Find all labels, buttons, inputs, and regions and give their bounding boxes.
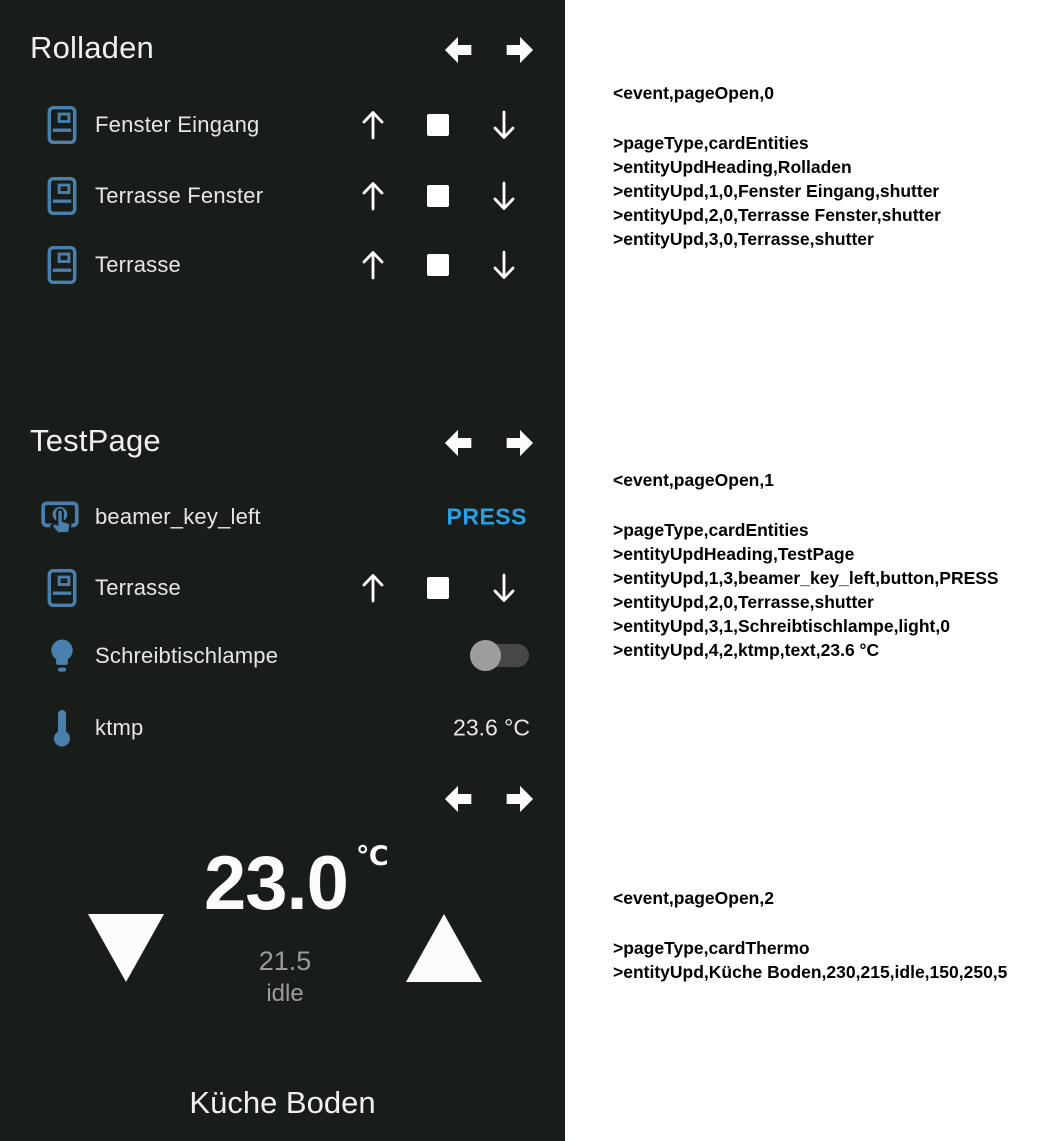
arrow-right-bold-icon bbox=[498, 423, 542, 463]
arrow-right-bold-icon bbox=[498, 30, 542, 70]
entity-label: Terrasse bbox=[95, 252, 181, 277]
entity-row bbox=[0, 632, 565, 680]
target-temperature: 21.5 bbox=[258, 946, 312, 976]
page-title: Rolladen bbox=[30, 30, 154, 65]
arrow-down-icon bbox=[488, 247, 520, 283]
shutter-up-button[interactable] bbox=[357, 570, 389, 606]
entity-row bbox=[0, 101, 565, 149]
sensor-value: 23.6 °C bbox=[453, 714, 530, 741]
shutter-down-button[interactable] bbox=[488, 107, 520, 143]
nav-prev-button[interactable] bbox=[436, 423, 480, 463]
current-temperature: 23.0 bbox=[204, 841, 348, 926]
shutter-down-button[interactable] bbox=[488, 247, 520, 283]
page-title: TestPage bbox=[30, 423, 161, 458]
entity-label: Schreibtischlampe bbox=[95, 643, 279, 668]
log-line: <event,pageOpen,1 bbox=[613, 470, 774, 490]
temp-down-button[interactable] bbox=[87, 913, 165, 983]
log-line: >entityUpd,1,0,Fenster Eingang,shutter bbox=[613, 181, 940, 201]
shutter-stop-button[interactable] bbox=[427, 254, 449, 276]
thermostat-title: Küche Boden bbox=[189, 1085, 376, 1120]
arrow-up-icon bbox=[357, 107, 389, 143]
arrow-up-icon bbox=[357, 178, 389, 214]
lightbulb-icon bbox=[46, 637, 78, 677]
shutter-stop-button[interactable] bbox=[427, 114, 449, 136]
arrow-down-icon bbox=[488, 570, 520, 606]
toggle-knob bbox=[470, 640, 501, 671]
shutter-down-button[interactable] bbox=[488, 570, 520, 606]
entity-row bbox=[0, 704, 565, 752]
entity-row bbox=[0, 493, 565, 541]
entity-label: Terrasse bbox=[95, 575, 181, 600]
log-line: >entityUpd,2,0,Terrasse Fenster,shutter bbox=[613, 205, 941, 225]
log-line: >pageType,cardEntities bbox=[613, 520, 809, 540]
temp-up-button[interactable] bbox=[405, 913, 483, 983]
log-line: >entityUpd,3,0,Terrasse,shutter bbox=[613, 229, 874, 249]
window-shutter-icon bbox=[47, 176, 77, 216]
entity-row bbox=[0, 241, 565, 289]
log-line: >entityUpd,Küche Boden,230,215,idle,150,250,5 bbox=[613, 962, 1008, 982]
shutter-up-button[interactable] bbox=[357, 107, 389, 143]
log-block-page1 bbox=[613, 468, 999, 662]
log-line: >entityUpd,3,1,Schreibtischlampe,light,0 bbox=[613, 616, 950, 636]
triangle-up-icon bbox=[405, 913, 483, 983]
arrow-down-icon bbox=[488, 178, 520, 214]
nav-next-button[interactable] bbox=[498, 779, 542, 819]
thermometer-icon bbox=[51, 708, 73, 748]
window-shutter-icon bbox=[47, 568, 77, 608]
log-line: >entityUpd,4,2,ktmp,text,23.6 °C bbox=[613, 640, 880, 660]
entity-label: Terrasse Fenster bbox=[95, 183, 264, 208]
arrow-down-icon bbox=[488, 107, 520, 143]
log-line: >entityUpdHeading,Rolladen bbox=[613, 157, 852, 177]
log-line: >entityUpd,2,0,Terrasse,shutter bbox=[613, 592, 874, 612]
press-button[interactable]: PRESS bbox=[446, 503, 527, 530]
log-line: >entityUpd,1,3,beamer_key_left,button,PRESS bbox=[613, 568, 999, 588]
entity-row bbox=[0, 172, 565, 220]
entity-label: ktmp bbox=[95, 715, 144, 740]
log-line: >pageType,cardThermo bbox=[613, 938, 810, 958]
gesture-tap-button-icon bbox=[40, 499, 82, 537]
log-line: >entityUpdHeading,TestPage bbox=[613, 544, 855, 564]
arrow-left-bold-icon bbox=[436, 30, 480, 70]
entity-row bbox=[0, 564, 565, 612]
window-shutter-icon bbox=[47, 105, 77, 145]
nav-next-button[interactable] bbox=[498, 423, 542, 463]
arrow-up-icon bbox=[357, 247, 389, 283]
shutter-up-button[interactable] bbox=[357, 247, 389, 283]
window-shutter-icon bbox=[47, 245, 77, 285]
nav-next-button[interactable] bbox=[498, 30, 542, 70]
entity-label: beamer_key_left bbox=[95, 504, 261, 529]
log-line: <event,pageOpen,2 bbox=[613, 888, 774, 908]
log-line: >pageType,cardEntities bbox=[613, 133, 809, 153]
entity-label: Fenster Eingang bbox=[95, 112, 260, 137]
triangle-down-icon bbox=[87, 913, 165, 983]
log-block-page2 bbox=[613, 886, 1007, 984]
log-line: <event,pageOpen,0 bbox=[613, 83, 774, 103]
shutter-up-button[interactable] bbox=[357, 178, 389, 214]
shutter-stop-button[interactable] bbox=[427, 185, 449, 207]
shutter-stop-button[interactable] bbox=[427, 577, 449, 599]
arrow-left-bold-icon bbox=[436, 779, 480, 819]
nav-prev-button[interactable] bbox=[436, 30, 480, 70]
arrow-up-icon bbox=[357, 570, 389, 606]
arrow-right-bold-icon bbox=[498, 779, 542, 819]
light-toggle[interactable] bbox=[471, 640, 529, 672]
log-block-page0 bbox=[613, 81, 941, 251]
shutter-down-button[interactable] bbox=[488, 178, 520, 214]
hvac-state: idle bbox=[266, 980, 304, 1007]
temperature-unit: ℃ bbox=[356, 841, 389, 871]
arrow-left-bold-icon bbox=[436, 423, 480, 463]
nav-prev-button[interactable] bbox=[436, 779, 480, 819]
